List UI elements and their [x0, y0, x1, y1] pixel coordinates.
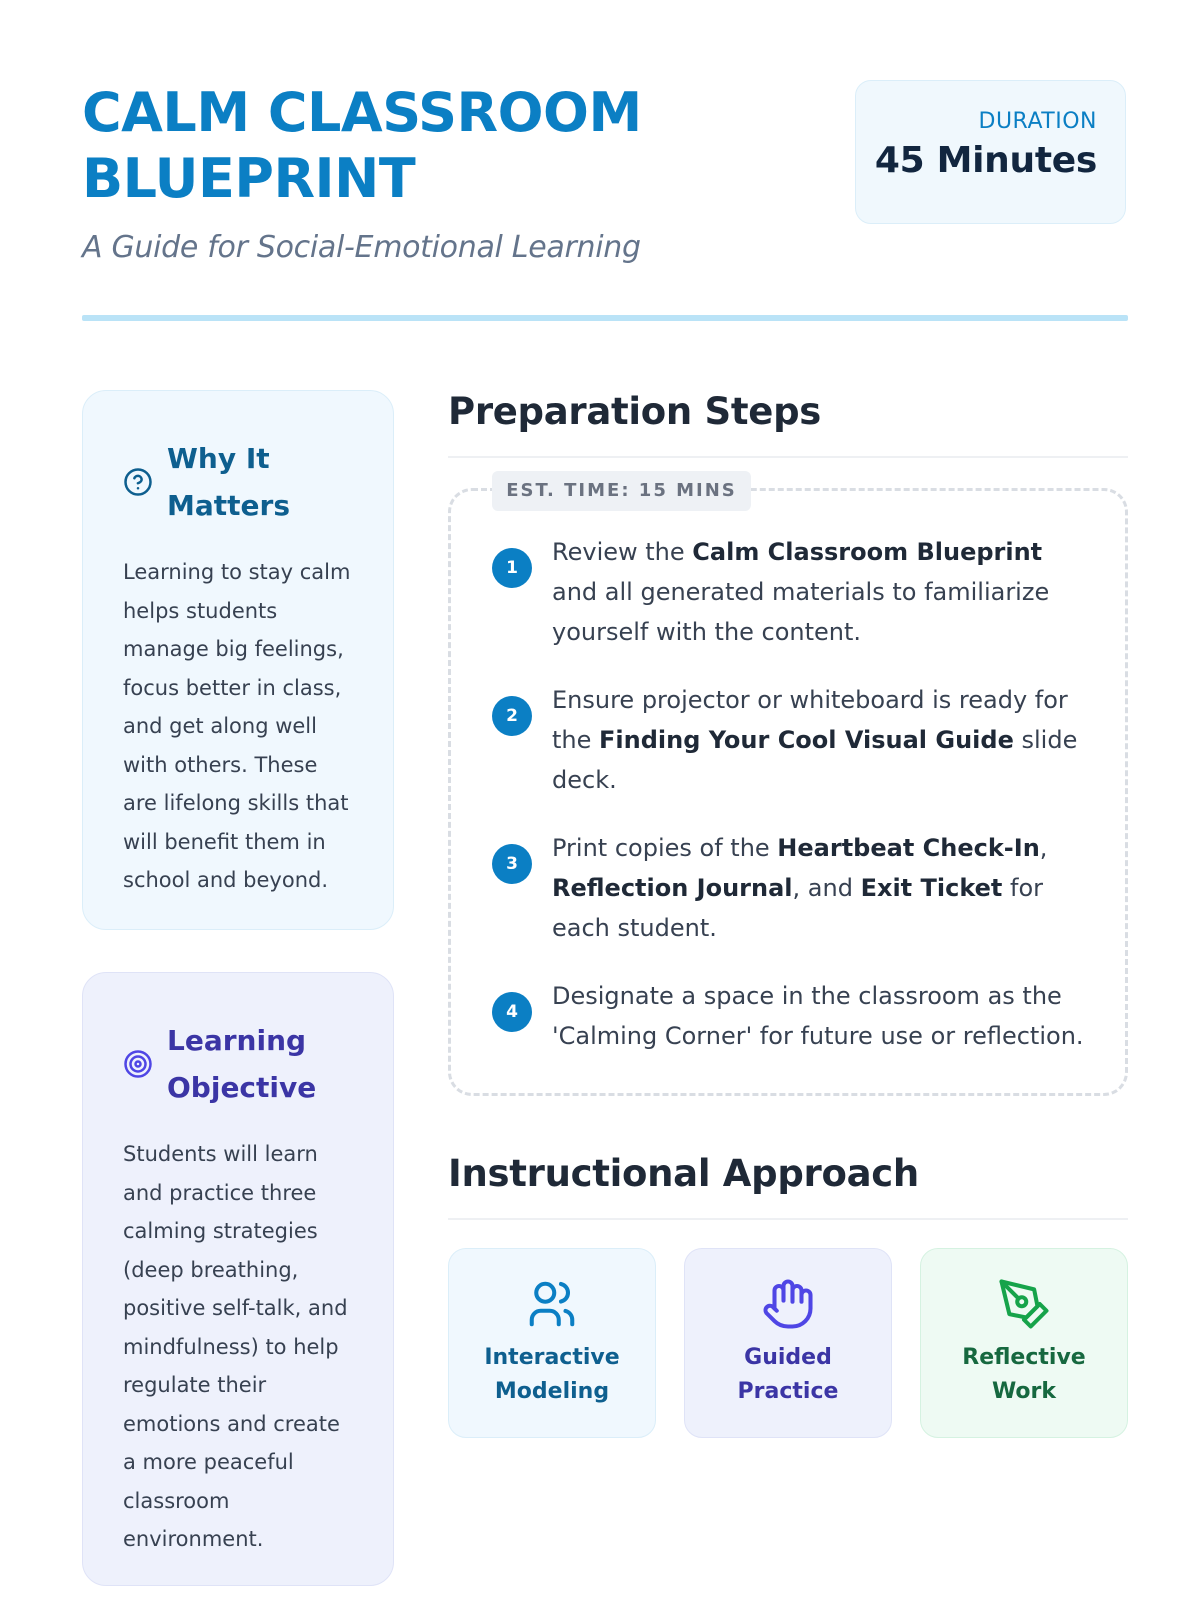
step-number: 4 [492, 992, 532, 1032]
step-text: Ensure projector or whiteboard is ready for the Finding Your Cool Visual Guide slide deck. [552, 686, 1078, 794]
step-text: Print copies of the Heartbeat Check-In, Reflection Journal, and Exit Ticket for each student. [552, 834, 1048, 942]
pen-tool-icon [997, 1277, 1051, 1331]
objective-title [167, 1017, 316, 1111]
approach-rule [448, 1218, 1128, 1220]
approach-title: Instructional Approach [448, 1152, 919, 1195]
approach-label: Reflective Work [962, 1345, 1086, 1404]
page-subtitle: A Guide for Social-Emotional Learning [82, 230, 641, 265]
objective-header [123, 1017, 393, 1111]
users-icon [525, 1277, 579, 1331]
duration-label: DURATION [978, 109, 1097, 134]
question-circle-icon [123, 467, 153, 497]
step-item [492, 976, 1092, 1056]
page-title: CALM CLASSROOM BLUEPRINT [82, 81, 642, 210]
est-time-badge: EST. TIME: 15 MINS [492, 471, 751, 511]
objective-body: Students will learn and practice three calming strategies (deep breathing, positive self-talk, and mindfulness) to help regulate their emotions and create a more peaceful classroom environment. [123, 1142, 348, 1551]
why-header [123, 435, 393, 529]
step-number: 1 [492, 548, 532, 588]
approach-label: Guided Practice [737, 1345, 839, 1404]
objective-title-line2: Objective [167, 1071, 317, 1104]
step-text: Review the Calm Classroom Blueprint and all generated materials to familiarize yourself with the content. [552, 538, 1050, 646]
step-text: Designate a space in the classroom as the 'Calming Corner' for future use or reflection. [552, 982, 1084, 1050]
why-title [167, 435, 290, 529]
objective-title-line1: Learning [167, 1024, 307, 1057]
hand-icon [761, 1277, 815, 1331]
approach-card-interactive-modeling [448, 1248, 656, 1438]
target-icon [123, 1049, 153, 1079]
step-number: 2 [492, 696, 532, 736]
why-it-matters-card [82, 390, 394, 930]
why-body: Learning to stay calm helps students manage big feelings, focus better in class, and get along well with others. These are lifelong skills that will benefit them in school and beyond. [123, 560, 351, 892]
duration-card [855, 80, 1126, 224]
approach-label: Interactive Modeling [484, 1345, 620, 1404]
learning-objective-card [82, 972, 394, 1586]
why-title-line2: Matters [167, 489, 290, 522]
step-item [492, 680, 1092, 800]
approach-card-guided-practice [684, 1248, 892, 1438]
step-item [492, 532, 1092, 652]
preparation-title: Preparation Steps [448, 390, 821, 433]
why-title-line1: Why It [167, 442, 270, 475]
header-divider [82, 315, 1128, 321]
approach-card-reflective-work [920, 1248, 1128, 1438]
preparation-rule [448, 456, 1128, 458]
step-number: 3 [492, 844, 532, 884]
duration-value: 45 Minutes [874, 140, 1097, 181]
step-item [492, 828, 1092, 948]
